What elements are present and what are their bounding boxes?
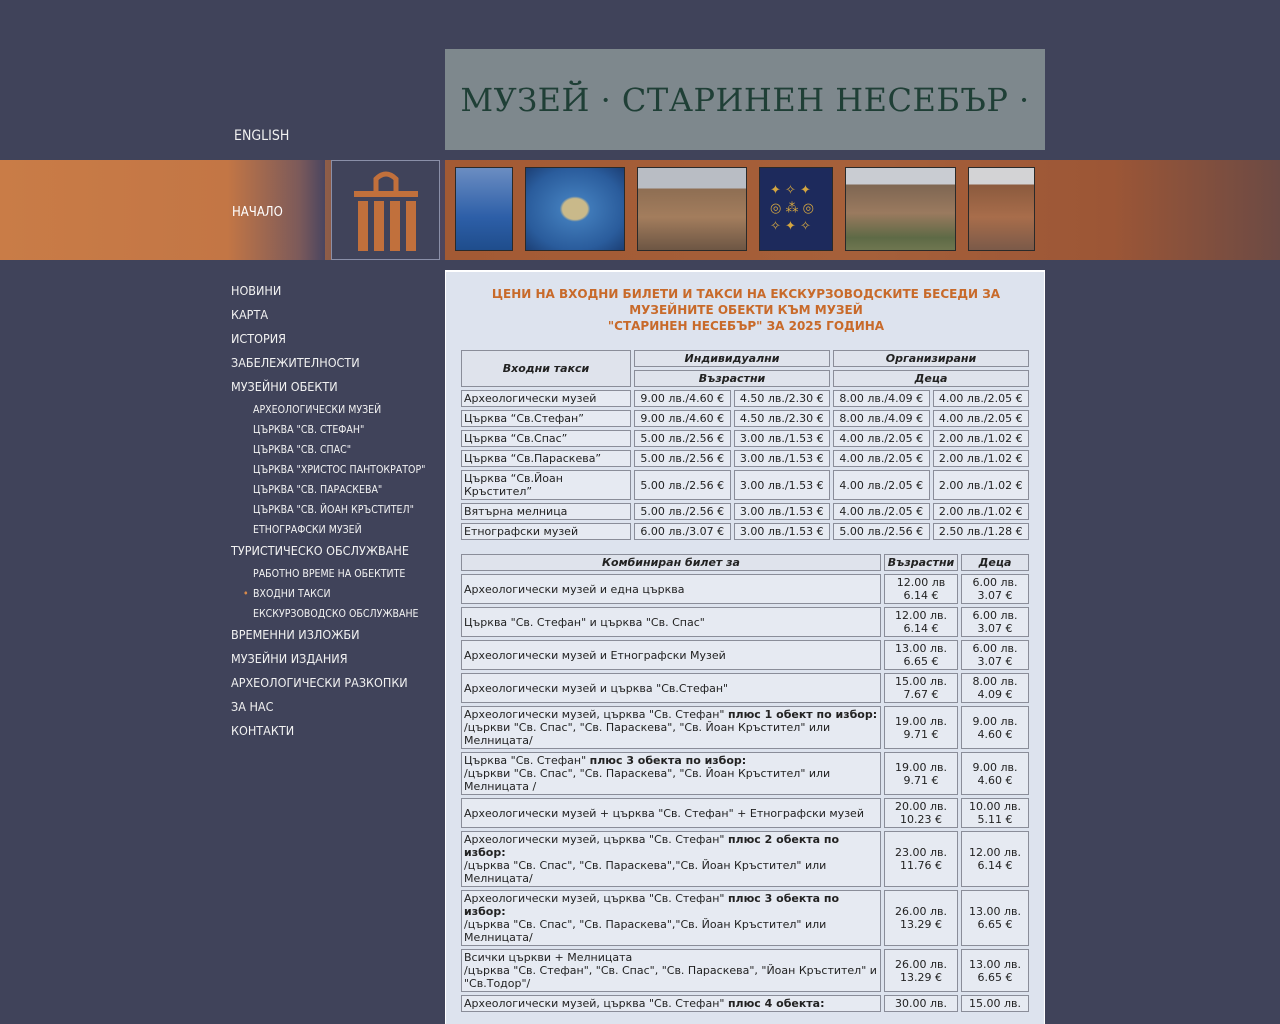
nav-item[interactable]: ТУРИСТИЧЕСКО ОБСЛУЖВАНЕ [231,543,409,558]
col-header-adults: Възрастни [884,554,958,571]
adult-price-cell [884,798,958,828]
site-name-cell: Вятърна мелница [461,503,631,520]
table-row [461,706,1029,749]
price-cell: 6.00 лв./3.07 € [634,523,731,540]
site-title: МУЗЕЙ · СТАРИНЕН НЕСЕБЪР · [460,80,1030,119]
price-cell: 4.00 лв./2.05 € [833,450,930,467]
child-price-cell [961,607,1029,637]
price-cell: 5.00 лв./2.56 € [833,523,930,540]
combo-description-cell [461,673,881,703]
child-price-cell [961,574,1029,604]
nav-item[interactable]: ЦЪРКВА "СВ. ПАРАСКЕВА" [253,484,383,496]
adult-price-cell [884,673,958,703]
price-eur: 3.07 € [977,589,1013,602]
table-row [461,831,1029,887]
photo-jewelry[interactable] [759,167,833,251]
child-price-cell [961,890,1029,946]
combo-text: Археологически музей, църква "Св. Стефан" [464,892,728,905]
combo-sites-text: /църква "Св. Спас", "Св. Параскева","Св. Йоан Кръстител" или Мелницата/ [464,918,827,944]
col-header-children: Деца [833,370,1029,387]
price-bgn: 19.00 лв. [895,714,947,728]
price-bgn: 13.00 лв. [895,642,947,655]
price-eur: 6.14 € [903,589,939,602]
price-cell: 2.50 лв./1.28 € [933,523,1030,540]
child-price-cell [961,798,1029,828]
nav-item[interactable]: ЗА НАС [231,699,274,714]
prices-table [458,347,1032,543]
price-eur: 4.60 € [977,773,1013,787]
combo-bold-text: плюс 1 обект по избор: [727,708,878,721]
table-row [461,410,1029,427]
table-row [461,798,1029,828]
adult-price-cell [884,890,958,946]
price-cell: 4.50 лв./2.30 € [734,390,831,407]
combo-bold-text: плюс 2 обекта по избор: [464,833,840,859]
price-bgn: 6.00 лв. [972,642,1018,655]
main-nav [231,283,445,747]
table-row [461,503,1029,520]
price-eur: 5.11 € [977,813,1013,826]
price-bgn: 12.00 лв. [895,609,947,622]
site-name-cell: Етнографски музей [461,523,631,540]
adult-price-cell [884,949,958,992]
nav-item[interactable]: КОНТАКТИ [231,723,295,738]
combo-text: Археологически музей + църква "Св. Стефан" + Етнографски музей [464,806,864,820]
table-row [461,450,1029,467]
nav-item[interactable]: • ВХОДНИ ТАКСИ [231,587,445,607]
combo-text: Археологически музей, църква "Св. Стефан" [464,997,728,1010]
table-row [461,890,1029,946]
combo-description-cell [461,640,881,670]
price-bgn: 30.00 лв. [895,997,947,1010]
combo-text: Археологически музей, църква "Св. Стефан" [464,833,728,846]
price-eur: 13.29 € [900,918,942,931]
table-row [461,470,1029,500]
table-row [461,949,1029,992]
price-cell: 4.00 лв./2.05 € [833,503,930,520]
table-row [461,607,1029,637]
price-eur: 4.60 € [977,727,1013,741]
price-bgn: 9.00 лв. [972,714,1018,728]
price-cell: 3.00 лв./1.53 € [734,503,831,520]
price-eur: 7.67 € [903,688,939,701]
table-row [461,523,1029,540]
price-eur: 6.65 € [977,970,1013,984]
child-price-cell [961,640,1029,670]
price-bgn: 12.00 лв. [969,846,1021,859]
adult-price-cell [884,574,958,604]
site-banner [445,49,1045,150]
heading-line: МУЗЕЙНИТЕ ОБЕКТИ КЪМ МУЗЕЙ [629,303,863,317]
col-header-combo: Комбиниран билет за [461,554,881,571]
price-bgn: 9.00 лв. [972,760,1018,774]
table-row [461,995,1029,1012]
price-eur: 11.76 € [900,859,942,872]
price-bgn: 26.00 лв. [895,957,947,971]
combo-sites-text: /църква "Св. Стефан", "Св. Спас", "Св. Параскева", "Йоан Кръстител" и "Св.Тодор"/ [464,964,877,990]
combo-description-cell [461,798,881,828]
nav-item[interactable]: МУЗЕЙНИ ИЗДАНИЯ [231,651,348,666]
price-bgn: 23.00 лв. [895,846,947,859]
price-cell: 8.00 лв./4.09 € [833,390,930,407]
price-cell: 4.50 лв./2.30 € [734,410,831,427]
combo-text: Всички църкви + Мелницата [464,951,633,964]
combo-description-cell [461,574,881,604]
price-cell: 5.00 лв./2.56 € [634,430,731,447]
site-name-cell: Църква “Св.Стефан” [461,410,631,427]
price-cell: 3.00 лв./1.53 € [734,430,831,447]
child-price-cell [961,995,1029,1012]
combo-description-cell [461,949,881,992]
col-header-fees: Входни такси [461,350,631,387]
price-eur: 6.14 € [903,622,939,635]
price-eur: 6.65 € [977,918,1013,931]
nav-item[interactable]: МУЗЕЙНИ ОБЕКТИ [231,379,338,394]
price-cell: 3.00 лв./1.53 € [734,470,831,500]
price-bgn: 15.00 лв. [895,675,947,688]
price-eur: 4.09 € [977,688,1013,701]
combo-text: Археологически музей и църква "Св.Стефан" [464,681,729,695]
price-eur: 6.65 € [903,655,939,668]
nav-item[interactable]: РАБОТНО ВРЕМЕ НА ОБЕКТИТЕ [253,568,406,580]
col-header-organized: Организирани [833,350,1029,367]
combo-text: Църква "Св. Стефан" и църква "Св. Спас" [464,615,705,629]
nav-item[interactable]: ЦЪРКВА "СВ. СТЕФАН" [253,424,365,436]
price-bgn: 6.00 лв. [972,576,1018,589]
content-panel [445,270,1045,1024]
price-bgn: 19.00 лв. [895,760,947,774]
price-cell: 4.00 лв./2.05 € [933,390,1030,407]
nav-item[interactable]: ЕКСКУРЗОВОДСКО ОБСЛУЖВАНЕ [253,608,419,620]
table-row [461,673,1029,703]
child-price-cell [961,949,1029,992]
price-eur: 9.71 € [903,727,939,741]
nav-item[interactable]: АРХЕОЛОГИЧЕСКИ РАЗКОПКИ [231,675,408,690]
table-row [461,390,1029,407]
child-price-cell [961,752,1029,795]
page-heading [446,286,1046,334]
combo-bold-text: плюс 3 обекта по избор: [464,892,840,918]
photo-windmill[interactable] [845,167,956,251]
price-cell: 9.00 лв./4.60 € [634,390,731,407]
nav-item[interactable]: ЦЪРКВА "СВ. ЙОАН КРЪСТИТЕЛ" [253,504,414,516]
col-header-adults: Възрастни [634,370,830,387]
price-bgn: 6.00 лв. [972,609,1018,622]
site-name-cell: Църква “Св.Параскева” [461,450,631,467]
nav-item[interactable]: ВРЕМЕННИ ИЗЛОЖБИ [231,627,360,642]
columns-logo-icon [348,165,424,255]
heading-line: "СТАРИНЕН НЕСЕБЪР" ЗА 2025 ГОДИНА [607,319,885,333]
child-price-cell [961,706,1029,749]
photo-strip [455,167,1035,251]
combo-description-cell [461,706,881,749]
price-cell: 5.00 лв./2.56 € [634,450,731,467]
site-name-cell: Археологически музей [461,390,631,407]
price-cell: 4.00 лв./2.05 € [833,470,930,500]
price-cell: 5.00 лв./2.56 € [634,503,731,520]
price-eur: 3.07 € [977,622,1013,635]
price-eur: 6.14 € [977,859,1013,872]
price-bgn: 15.00 лв. [969,997,1021,1010]
combo-description-cell [461,995,881,1012]
col-header-children: Деца [961,554,1029,571]
combo-bold-text: плюс 3 обекта по избор: [589,754,747,767]
price-eur: 10.23 € [900,813,942,826]
english-link[interactable]: ENGLISH [234,128,290,144]
site-name-cell: Църква “Св.Йоан Кръстител” [461,470,631,500]
price-cell: 3.00 лв./1.53 € [734,523,831,540]
combo-description-cell [461,831,881,887]
site-name-cell: Църква “Св.Спас” [461,430,631,447]
adult-price-cell [884,607,958,637]
photo-church-2[interactable] [968,167,1035,251]
photo-bridge[interactable] [455,167,513,251]
nav-item[interactable]: ЗАБЕЛЕЖИТЕЛНОСТИ [231,355,360,370]
combo-description-cell [461,890,881,946]
combo-text: Археологически музей и Етнографски Музей [464,648,726,662]
price-bgn: 20.00 лв. [895,800,947,813]
photo-church[interactable] [637,167,747,251]
price-bgn: 8.00 лв. [972,675,1018,688]
price-bgn: 13.00 лв. [969,905,1021,918]
photo-peninsula[interactable] [525,167,625,251]
adult-price-cell [884,752,958,795]
table-row [461,430,1029,447]
nav-item[interactable]: АРХЕОЛОГИЧЕСКИ МУЗЕЙ [253,404,382,416]
child-price-cell [961,831,1029,887]
price-bgn: 12.00 лв [896,576,946,589]
nav-item[interactable]: КАРТА [231,307,269,322]
combo-text: Археологически музей и една църква [464,582,685,596]
combo-sites-text: /църква "Св. Спас", "Св. Параскева","Св. Йоан Кръстител" или Мелницата/ [464,859,827,885]
combo-description-cell [461,607,881,637]
museum-logo[interactable] [331,160,440,260]
combo-bold-text: плюс 4 обекта: [727,997,825,1010]
nav-item[interactable]: ЕТНОГРАФСКИ МУЗЕЙ [253,524,362,536]
adult-price-cell [884,831,958,887]
price-eur: 3.07 € [977,655,1013,668]
price-eur: 13.29 € [900,970,942,984]
price-cell: 3.00 лв./1.53 € [734,450,831,467]
price-cell: 8.00 лв./4.09 € [833,410,930,427]
nav-item[interactable]: НОВИНИ [231,283,282,298]
heading-line: ЦЕНИ НА ВХОДНИ БИЛЕТИ И ТАКСИ НА ЕКСКУРЗОВОДСКИТЕ БЕСЕДИ ЗА [491,287,1001,301]
combo-text: Църква "Св. Стефан" [464,754,590,767]
nav-item[interactable]: ЦЪРКВА "СВ. СПАС" [253,444,352,456]
price-cell: 2.00 лв./1.02 € [933,503,1030,520]
price-cell: 4.00 лв./2.05 € [933,410,1030,427]
price-bgn: 10.00 лв. [969,800,1021,813]
nav-item[interactable]: ЦЪРКВА "ХРИСТОС ПАНТОКРАТОР" [253,464,426,476]
price-cell: 2.00 лв./1.02 € [933,430,1030,447]
combo-text: Археологически музей, църква "Св. Стефан" [464,708,728,721]
price-cell: 9.00 лв./4.60 € [634,410,731,427]
col-header-individual: Индивидуални [634,350,830,367]
price-eur: 9.71 € [903,773,939,787]
price-cell: 5.00 лв./2.56 € [634,470,731,500]
home-link[interactable]: НАЧАЛО [232,205,283,220]
price-bgn: 26.00 лв. [895,905,947,918]
table-row [461,752,1029,795]
child-price-cell [961,673,1029,703]
table-row [461,640,1029,670]
adult-price-cell [884,995,958,1012]
price-bgn: 13.00 лв. [969,957,1021,971]
price-cell: 2.00 лв./1.02 € [933,470,1030,500]
nav-item[interactable]: ИСТОРИЯ [231,331,286,346]
combo-sites-text: /църкви "Св. Спас", "Св. Параскева", "Св. Йоан Кръстител" или Мелницата/ [464,721,831,747]
adult-price-cell [884,706,958,749]
combo-table [458,551,1032,1015]
adult-price-cell [884,640,958,670]
combo-sites-text: /църкви "Св. Спас", "Св. Параскева", "Св. Йоан Кръстител" или Мелницата / [464,767,831,793]
price-cell: 4.00 лв./2.05 € [833,430,930,447]
price-cell: 2.00 лв./1.02 € [933,450,1030,467]
combo-description-cell [461,752,881,795]
table-row [461,574,1029,604]
